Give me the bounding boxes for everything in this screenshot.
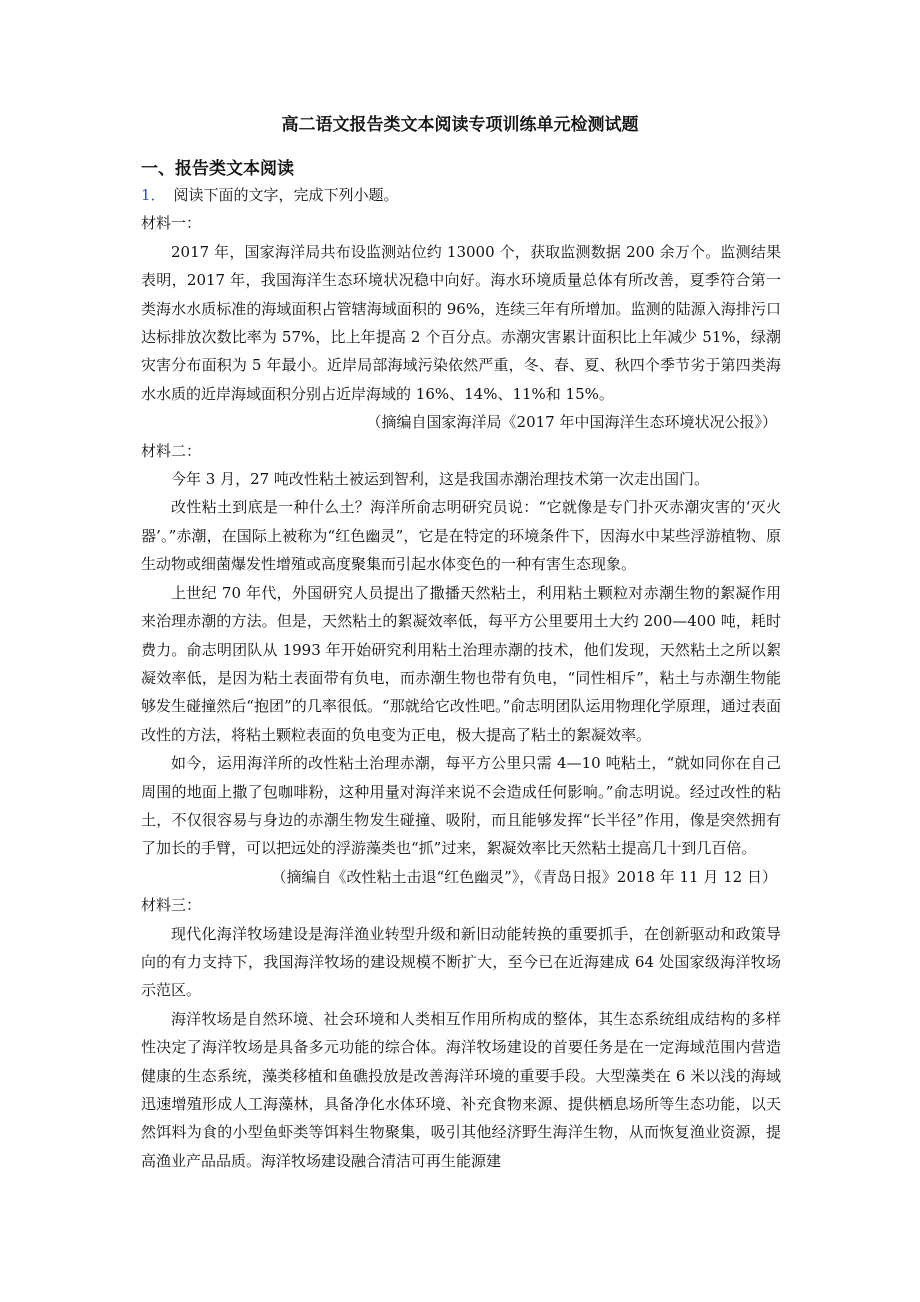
question-number[interactable]: 1． [141,186,166,204]
material-3-paragraph: 海洋牧场是自然环境、社会环境和人类相互作用所构成的整体，其生态系统组成结构的多样性决定了海洋牧场是具备多元功能的综合体。海洋牧场建设的首要任务是在一定海域范围内营造健康的生态系统，藻类移植和鱼礁投放是改善海洋环境的重要手段。大型藻类在 6 米以浅的海域迅速增殖形成人工海藻林，具备净化水体环境、补充食物来源、提供栖息场所等生态功能，以天然饵料为食的小型鱼虾类等饵料生物聚集，吸引其他经济野生海洋生物，从而恢复渔业资源，提高渔业产品品质。海洋牧场建设融合清洁可再生能源建 [141,1009,781,1170]
section-heading: 一、报告类文本阅读 [141,159,294,179]
material-2-paragraph: 如今，运用海洋所的改性粘土治理赤潮，每平方公里只需 4—10 吨粘土，“就如同你在自己周围的地面上撒了包咖啡粉，这种用量对海洋来说不会造成任何影响。”俞志明说。经过改性的粘土，不仅很容易与身边的赤潮生物发生碰撞、吸附，而且能够发挥“长半径”作用，像是突然拥有了加长的手臂，可以把远处的浮游藻类也“抓”过来，絮凝效率比天然粘土提高几十到几百倍。 [141,754,781,858]
material-2-paragraph: 改性粘土到底是一种什么土？海洋所俞志明研究员说：“它就像是专门扑灭赤潮灾害的‘灭火器’。”赤潮，在国际上被称为“红色幽灵”，它是在特定的环境条件下，因海水中某些浮游植物、原生动物或细菌爆发性增殖或高度聚集而引起水体变色的一种有害生态现象。 [141,498,781,574]
material-1-source: （摘编自国家海洋局《2017 年中国海洋生态环境状况公报》） [366,413,777,432]
material-1-label: 材料一： [141,214,202,233]
question-line [141,181,781,209]
material-2-label: 材料二： [141,441,202,460]
document-title: 高二语文报告类文本阅读专项训练单元检测试题 [281,115,639,135]
material-3-paragraph: 现代化海洋牧场建设是海洋渔业转型升级和新旧动能转换的重要抓手，在创新驱动和政策导向的有力支持下，我国海洋牧场的建设规模不断扩大，至今已在近海建成 64 处国家级海洋牧场示范区。 [141,924,781,1000]
document-body [141,181,781,1175]
material-2-source: （摘编自《改性粘土击退“红色幽灵”》，《青岛日报》2018 年 11 月 12 日） [271,867,777,886]
material-1-paragraph: 2017 年，国家海洋局共布设监测站位约 13000 个，获取监测数据 200 余万个。监测结果表明，2017 年，我国海洋生态环境状况稳中向好。海水环境质量总体有所改善，夏季符合第一类海水水质标准的海域面积占管辖海域面积的 96%，连续三年有所增加。监测的陆源入海排污口达标排放次数比率为 57%，比上年提高 2 个百分点。赤潮灾害累计面积比上年减少 51%，绿潮灾害分布面积为 5 年最小。近岸局部海域污染依然严重，冬、春、夏、秋四个季节劣于第四类海水水质的近岸海域面积分别占近岸海域的 16%、14%、11%和 15%。 [141,242,781,403]
material-2-paragraph: 上世纪 70 年代，外国研究人员提出了撒播天然粘土，利用粘土颗粒对赤潮生物的絮凝作用来治理赤潮的方法。但是，天然粘土的絮凝效率低，每平方公里要用土大约 200—400 吨，耗时费力。俞志明团队从 1993 年开始研究利用粘土治理赤潮的技术，他们发现，天然粘土之所以絮凝效率低，是因为粘土表面带有负电，而赤潮生物也带有负电，“同性相斥”，粘土与赤潮生物能够发生碰撞然后“抱团”的几率很低。“那就给它改性吧。”俞志明团队运用物理化学原理，通过表面改性的方法，将粘土颗粒表面的负电变为正电，极大提高了粘土的絮凝效率。 [141,583,781,744]
question-instruction: 阅读下面的文字，完成下列小题。 [173,186,399,204]
material-2-paragraph: 今年 3 月，27 吨改性粘土被运到智利，这是我国赤潮治理技术第一次走出国门。 [171,470,709,489]
material-3-label: 材料三： [141,896,202,915]
